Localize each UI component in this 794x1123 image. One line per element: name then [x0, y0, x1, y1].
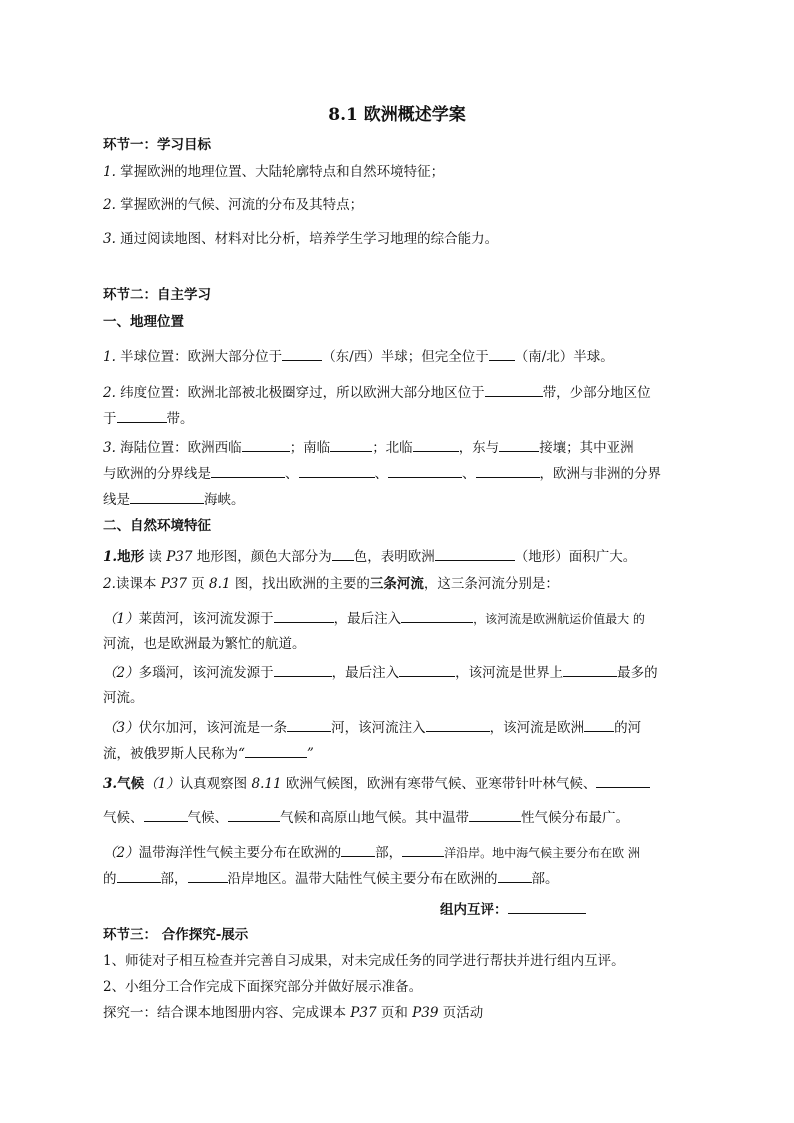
answer-blank[interactable] — [476, 464, 540, 478]
subsection-location: 一、地理位置 — [103, 314, 184, 330]
q-text: 部， — [160, 871, 188, 887]
goal-3-text: 通过阅读地图、材料对比分析，培养学生学习地理的综合能力。 — [115, 231, 499, 247]
q-text: 、 — [374, 466, 388, 482]
q-number: 2. — [103, 385, 116, 401]
q-text: 页和 — [376, 1005, 413, 1021]
quote-close: ” — [306, 746, 314, 762]
goal-2-number: 2. — [103, 197, 116, 213]
q-text: 图，找出欧洲的主要的 — [230, 576, 370, 592]
q-text: 于 — [103, 411, 117, 427]
q-keyword: 三条河流 — [369, 576, 424, 592]
goal-1-number: 1. — [103, 164, 116, 180]
page-ref: P37 — [166, 549, 193, 565]
q-number: 1. — [103, 549, 118, 565]
q-subnumber: （1） — [144, 776, 180, 792]
q-number: （1） — [103, 611, 139, 627]
answer-blank[interactable] — [596, 774, 650, 788]
answer-blank[interactable] — [282, 347, 322, 361]
q-text: 河，该河流注入 — [331, 720, 426, 736]
subsection-environment: 二、自然环境特征 — [103, 518, 211, 534]
hemisphere-question — [103, 347, 614, 366]
q-text: 纬度位置：欧洲北部被北极圈穿过，所以欧洲大部分地区位于 — [115, 385, 485, 401]
answer-blank[interactable] — [402, 843, 444, 857]
page-ref: P37 — [160, 576, 187, 592]
latitude-question-cont — [103, 409, 194, 428]
answer-blank[interactable] — [584, 718, 614, 732]
q-text: 、 — [462, 466, 476, 482]
q-text: 读 — [144, 549, 167, 565]
answer-blank[interactable] — [426, 718, 490, 732]
climate-question — [103, 774, 650, 793]
goal-1 — [103, 163, 444, 181]
q-text: 带，少部分地区位 — [542, 385, 651, 401]
answer-blank[interactable] — [274, 609, 334, 623]
q-text: ，该河流是世界上 — [455, 665, 564, 681]
answer-blank[interactable] — [242, 438, 290, 452]
answer-blank[interactable] — [499, 438, 539, 452]
q-number: 2. — [103, 576, 116, 592]
sea-land-question-cont — [103, 464, 661, 483]
q-text: 部。 — [531, 871, 559, 887]
q-text: 莱茵河，该河流发源于 — [138, 611, 274, 627]
sea-land-question — [103, 438, 634, 457]
q-text: ，最后注入 — [331, 665, 400, 681]
q-text: 的 — [103, 871, 117, 887]
q-text: 线是 — [103, 492, 130, 508]
q-text: 读课本 — [115, 576, 161, 592]
q-text: ，东与 — [458, 440, 500, 456]
volga-question-cont — [103, 744, 314, 763]
q-text: 部， — [375, 845, 403, 861]
answer-blank[interactable] — [245, 744, 307, 758]
answer-blank[interactable] — [413, 438, 459, 452]
q-text: 海峡。 — [204, 492, 245, 508]
answer-blank[interactable] — [341, 843, 375, 857]
q-text: 半球位置：欧洲大部分位于 — [115, 349, 283, 365]
answer-blank[interactable] — [563, 663, 617, 677]
answer-blank[interactable] — [399, 663, 455, 677]
q-text: 最多的 — [617, 665, 658, 681]
q-number: （3） — [103, 720, 139, 736]
climate-question-cont — [103, 808, 629, 827]
goal-3-number: 3. — [103, 231, 116, 247]
q-keyword: 地形 — [117, 549, 145, 565]
q-text: 的河 — [614, 720, 642, 736]
section-3-heading: 环节三： 合作探究-展示 — [103, 927, 249, 943]
q-text: 认真观察图 — [179, 776, 252, 792]
q-text: ，最后注入 — [333, 611, 402, 627]
q-text: 地形图，颜色大部分为 — [192, 549, 332, 565]
answer-blank[interactable] — [211, 464, 285, 478]
q-text: ，该河流是欧洲航运价值最大 的 — [473, 612, 645, 626]
danube-question — [103, 663, 658, 682]
goal-1-text: 掌握欧洲的地理位置、大陆轮廓特点和自然环境特征； — [115, 164, 445, 180]
q-text: 气候、 — [187, 810, 228, 826]
q-text: 欧洲气候图，欧洲有寒带气候、亚寒带针叶林气候、 — [281, 776, 597, 792]
answer-blank[interactable] — [332, 547, 354, 561]
activity-2: 2、小组分工合作完成下面探究部分并做好展示准备。 — [103, 979, 423, 995]
sea-land-question-cont — [103, 490, 245, 509]
answer-blank[interactable] — [489, 347, 515, 361]
answer-blank[interactable] — [401, 609, 473, 623]
q-text: 页 — [186, 576, 210, 592]
answer-blank[interactable] — [299, 464, 375, 478]
latitude-question — [103, 383, 651, 402]
page-ref: P39 — [412, 1005, 439, 1021]
q-text: 气候和高原山地气候。其中温带 — [280, 810, 469, 826]
answer-blank[interactable] — [117, 409, 167, 423]
q-text: 流，被俄罗斯人民称为 — [103, 746, 238, 762]
answer-blank[interactable] — [144, 808, 188, 822]
answer-blank[interactable] — [469, 808, 521, 822]
q-text: （东/西）半球；但完全位于 — [322, 349, 489, 365]
explore-1 — [103, 1004, 483, 1022]
q-number: 3. — [103, 776, 118, 792]
q-text: 与欧洲的分界线是 — [103, 466, 211, 482]
q-number: 1. — [103, 349, 116, 365]
page-ref: P37 — [350, 1005, 377, 1021]
peer-review-label: 组内互评： — [440, 902, 508, 918]
q-text: ，这三条河流分别是： — [423, 576, 559, 592]
answer-blank[interactable] — [330, 438, 372, 452]
q-text: （地形）面积广大。 — [514, 549, 637, 565]
q-text: 探究一：结合课本地图册内容、完成课本 — [103, 1005, 351, 1021]
q-text: ，该河流是欧洲 — [489, 720, 585, 736]
answer-blank[interactable] — [130, 490, 204, 504]
section-1-heading: 环节一：学习目标 — [103, 137, 211, 153]
answer-blank[interactable] — [498, 869, 532, 883]
answer-blank[interactable] — [287, 718, 331, 732]
answer-blank[interactable] — [188, 869, 228, 883]
q-number: （2） — [103, 665, 139, 681]
goal-2 — [103, 196, 363, 214]
q-number: （2） — [103, 845, 139, 861]
q-text: 页活动 — [438, 1005, 484, 1021]
answer-blank[interactable] — [388, 464, 462, 478]
rhine-question — [103, 609, 645, 628]
q-text: 气候、 — [103, 810, 144, 826]
answer-blank[interactable] — [485, 383, 543, 397]
activity-1: 1、师徒对子相互检查并完善自习成果，对未完成任务的同学进行帮扶并进行组内互评。 — [103, 953, 625, 969]
answer-blank[interactable] — [435, 547, 515, 561]
q-text: ；北临 — [372, 440, 413, 456]
figure-ref: 8.11 — [251, 776, 282, 792]
climate-distribution-question — [103, 843, 640, 862]
rivers-question — [103, 575, 559, 593]
q-keyword: 气候 — [117, 776, 145, 792]
q-text: 、 — [285, 466, 299, 482]
danube-question-cont: 河流。 — [103, 690, 144, 706]
figure-ref: 8.1 — [209, 576, 231, 592]
q-text: 洋沿岸。地中海气候主要分布在欧 洲 — [444, 846, 640, 860]
peer-review-blank[interactable] — [508, 900, 586, 914]
q-text: 色，表明欧洲 — [353, 549, 435, 565]
section-2-heading: 环节二：自主学习 — [103, 287, 211, 303]
q-text: ，欧洲与非洲的分界 — [539, 466, 661, 482]
q-number: 3. — [103, 440, 116, 456]
q-text: ；南临 — [289, 440, 331, 456]
q-text: 接壤；其中亚洲 — [539, 440, 634, 456]
q-text: 伏尔加河，该河流是一条 — [138, 720, 288, 736]
q-text: 性气候分布最广。 — [521, 810, 629, 826]
goal-3 — [103, 230, 498, 248]
volga-question — [103, 718, 641, 737]
q-text: 带。 — [166, 411, 194, 427]
q-text: 沿岸地区。温带大陆性气候主要分布在欧洲的 — [227, 871, 498, 887]
terrain-question — [103, 547, 636, 566]
quote-open: “ — [238, 746, 245, 762]
climate-distribution-question-cont — [103, 869, 559, 888]
q-text: 温带海洋性气候主要分布在欧洲的 — [138, 845, 342, 861]
answer-blank[interactable] — [228, 808, 280, 822]
q-text: 多瑙河，该河流发源于 — [138, 665, 274, 681]
page-title: 8.1 欧洲概述学案 — [328, 105, 466, 125]
q-text: （南/北）半球。 — [514, 349, 614, 365]
peer-review — [440, 898, 586, 918]
answer-blank[interactable] — [117, 869, 161, 883]
goal-2-text: 掌握欧洲的气候、河流的分布及其特点； — [115, 197, 364, 213]
q-text: 海陆位置：欧洲西临 — [115, 440, 242, 456]
rhine-question-cont: 河流，也是欧洲最为繁忙的航道。 — [103, 636, 306, 652]
answer-blank[interactable] — [274, 663, 332, 677]
